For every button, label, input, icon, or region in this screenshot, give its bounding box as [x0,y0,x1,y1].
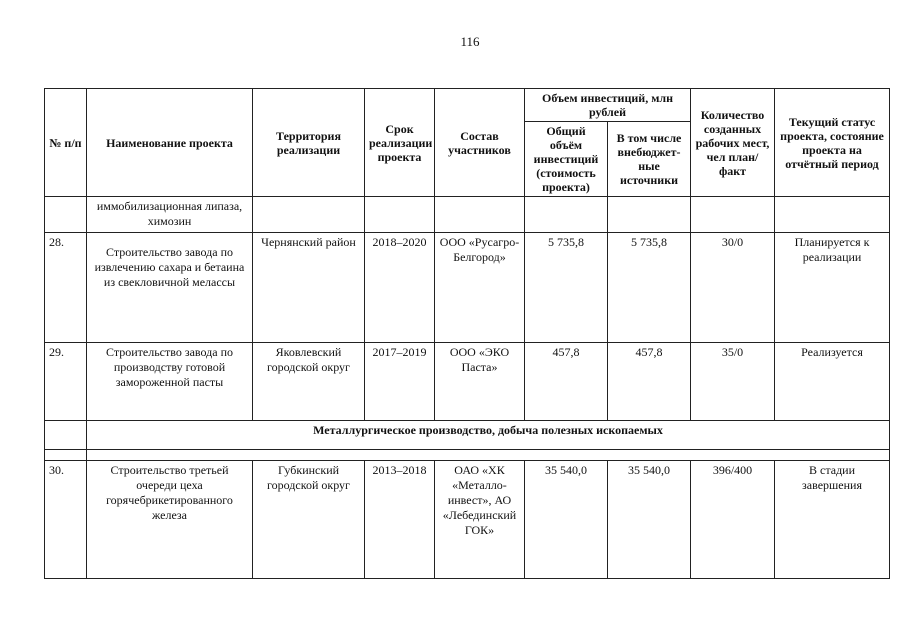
cell-name: Строительство завода по производству готовой замороженной пасты [87,343,253,421]
header-participants: Состав участников [435,89,525,197]
table-row [45,461,890,579]
cell-total: 5 735,8 [525,233,608,343]
table-row [45,343,890,421]
cell-jobs [691,197,775,233]
cell-num [45,197,87,233]
header-territory: Территория реализации [253,89,365,197]
projects-table [44,88,890,579]
cell-offbudget [608,197,691,233]
cell-term: 2018–2020 [365,233,435,343]
section-row [45,421,890,450]
cell-jobs: 35/0 [691,343,775,421]
cell-jobs: 30/0 [691,233,775,343]
cell-territory: Чернянский район [253,233,365,343]
cell-jobs: 396/400 [691,461,775,579]
cell-term: 2013–2018 [365,461,435,579]
cell-participants: ООО «ЭКО Паста» [435,343,525,421]
cell-offbudget: 457,8 [608,343,691,421]
cell-participants [435,197,525,233]
cell-status: Планируется к реализации [775,233,890,343]
cell-total [525,197,608,233]
section-title: Металлургическое производство, добыча полезных ископаемых [87,421,890,450]
cell-status: Реализуется [775,343,890,421]
cell-offbudget: 35 540,0 [608,461,691,579]
cell-num [45,421,87,450]
header-num: № п/п [45,89,87,197]
cell-num [45,450,87,461]
spacer-cell [87,450,890,461]
cell-name: Строительство третьей очереди цеха горячебрикетированного железа [87,461,253,579]
cell-term [365,197,435,233]
spacer-row [45,450,890,461]
header-row [45,89,890,122]
cell-name: Строительство завода по извлечению сахара и бетаина из свекловичной мелассы [87,233,253,343]
continuation-row [45,197,890,233]
cell-term: 2017–2019 [365,343,435,421]
cell-num: 29. [45,343,87,421]
header-offbudget: В том числе внебюджет-ные источники [608,122,691,197]
cell-territory: Яковлевский городской округ [253,343,365,421]
cell-num: 28. [45,233,87,343]
header-total: Общий объём инвестиций (стоимость проекта) [525,122,608,197]
cell-num: 30. [45,461,87,579]
header-name: Наименование проекта [87,89,253,197]
header-investment: Объем инвестиций, млн рублей [525,89,691,122]
cell-offbudget: 5 735,8 [608,233,691,343]
cell-total: 457,8 [525,343,608,421]
cell-status [775,197,890,233]
cell-status: В стадии завершения [775,461,890,579]
page-number: 116 [460,34,480,49]
cell-name: иммобилизационная липаза, химозин [87,197,253,233]
cell-territory [253,197,365,233]
cell-participants: ООО «Русагро-Белгород» [435,233,525,343]
header-status: Текущий статус проекта, состояние проекта на отчётный период [775,89,890,197]
table-row [45,233,890,343]
cell-participants: ОАО «ХК «Металло-инвест», АО «Лебединский ГОК» [435,461,525,579]
cell-territory: Губкинский городской округ [253,461,365,579]
cell-total: 35 540,0 [525,461,608,579]
header-term: Срок реализации проекта [365,89,435,197]
header-jobs: Количество созданных рабочих мест, чел план/факт [691,89,775,197]
